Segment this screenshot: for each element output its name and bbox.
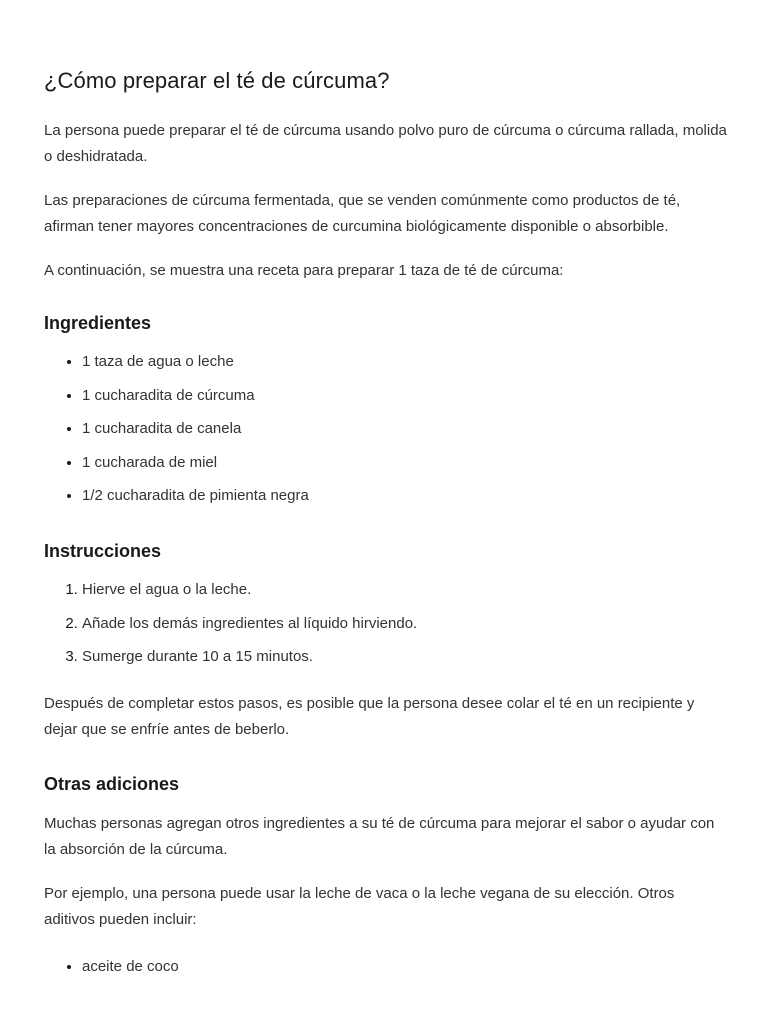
list-item: • 1/2 cucharadita de pimienta negra [82, 484, 728, 508]
additions-heading: Otras adiciones [44, 774, 180, 794]
list-item: 3. Sumerge durante 10 a 15 minutos. [82, 645, 728, 669]
list-item: • 1 cucharadita de canela [82, 417, 728, 441]
page-title: ¿Cómo preparar el té de cúrcuma? [44, 68, 390, 93]
list-item: • 1 taza de agua o leche [82, 350, 728, 374]
list-item: • 1 cucharadita de cúrcuma [82, 384, 728, 408]
list-item: • aceite de coco [82, 955, 728, 979]
ingredients-heading: Ingredientes [44, 313, 152, 333]
additions-paragraph: Por ejemplo, una persona puede usar la leche de vaca o la leche vegana de su elección. Otros aditivos pueden incluir: [44, 885, 675, 928]
list-item: • 1 cucharada de miel [82, 451, 728, 475]
list-item: 1. Hierve el agua o la leche. [82, 578, 728, 602]
intro-paragraph: Las preparaciones de cúrcuma fermentada, que se venden comúnmente como productos de té, afirman tener mayores concentraciones de curcumina biológicamente disponible o absorbible. [44, 192, 681, 235]
additions-list [44, 955, 728, 979]
list-item: 2. Añade los demás ingredientes al líquido hirviendo. [82, 612, 728, 636]
instructions-list [44, 578, 728, 669]
additions-paragraph: Muchas personas agregan otros ingredientes a su té de cúrcuma para mejorar el sabor o ayudar con la absorción de la cúrcuma. [44, 815, 715, 858]
instructions-heading: Instrucciones [44, 541, 162, 561]
intro-paragraph: A continuación, se muestra una receta para preparar 1 taza de té de cúrcuma: [44, 262, 564, 279]
instructions-note: Después de completar estos pasos, es posible que la persona desee colar el té en un recipiente y dejar que se enfríe antes de beberlo. [44, 695, 695, 738]
ingredients-list [44, 350, 728, 508]
intro-paragraph: La persona puede preparar el té de cúrcuma usando polvo puro de cúrcuma o cúrcuma rallada, molida o deshidratada. [44, 122, 727, 165]
